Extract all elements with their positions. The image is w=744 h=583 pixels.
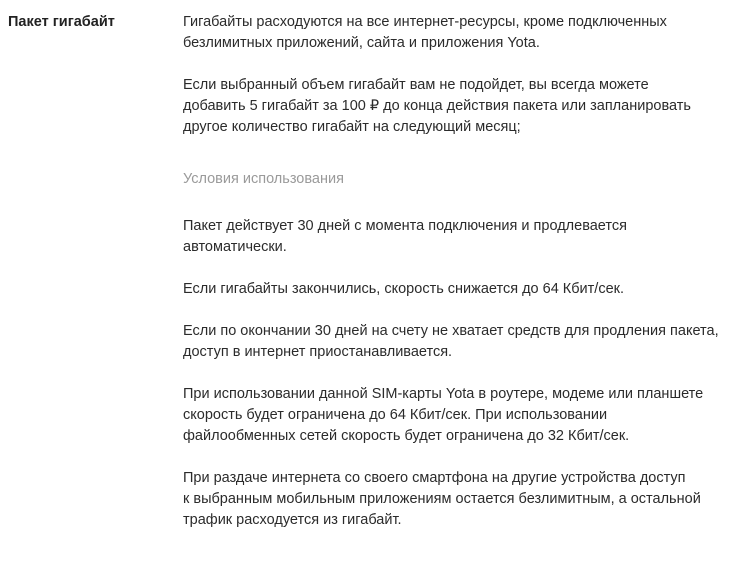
terms-paragraph [183, 216, 743, 258]
text-line: скорость будет ограничена до 64 Кбит/сек. При использовании [183, 407, 608, 423]
terms-block [183, 216, 743, 531]
text-line: к выбранным мобильным приложениям остается безлимитным, а остальной [183, 491, 701, 507]
text-line: При использовании данной SIM-карты Yota в роутере, модеме или планшете [183, 386, 704, 402]
terms-paragraph [183, 468, 743, 531]
terms-paragraph [183, 321, 743, 363]
text-line: Гигабайты расходуются на все интернет-ресурсы, кроме подключенных [183, 14, 667, 30]
text-line: доступ в интернет приостанавливается. [183, 344, 453, 360]
text-line: Если по окончании 30 дней на счету не хватает средств для продления пакета, [183, 323, 719, 339]
text-line: При раздаче интернета со своего смартфона на другие устройства доступ [183, 470, 686, 486]
text-line: добавить 5 гигабайт за 100 ₽ до конца действия пакета или запланировать [183, 98, 691, 114]
section-content [183, 12, 743, 552]
text-line: безлимитных приложений, сайта и приложения Yota. [183, 35, 540, 51]
terms-paragraph [183, 279, 743, 300]
text-line: файлообменных сетей скорость будет ограничена до 32 Кбит/сек. [183, 428, 630, 444]
text-line: другое количество гигабайт на следующий месяц; [183, 119, 521, 135]
section-label: Пакет гигабайт [8, 14, 115, 30]
terms-heading: Условия использования [183, 171, 344, 187]
text-line: трафик расходуется из гигабайт. [183, 512, 402, 528]
text-line: автоматически. [183, 239, 287, 255]
intro-paragraph [183, 75, 743, 138]
terms-paragraph [183, 384, 743, 447]
text-line: Если гигабайты закончились, скорость снижается до 64 Кбит/сек. [183, 281, 625, 297]
text-line: Пакет действует 30 дней с момента подключения и продлевается [183, 218, 627, 234]
intro-paragraph [183, 12, 743, 54]
intro-block [183, 12, 743, 138]
text-line: Если выбранный объем гигабайт вам не подойдет, вы всегда можете [183, 77, 649, 93]
